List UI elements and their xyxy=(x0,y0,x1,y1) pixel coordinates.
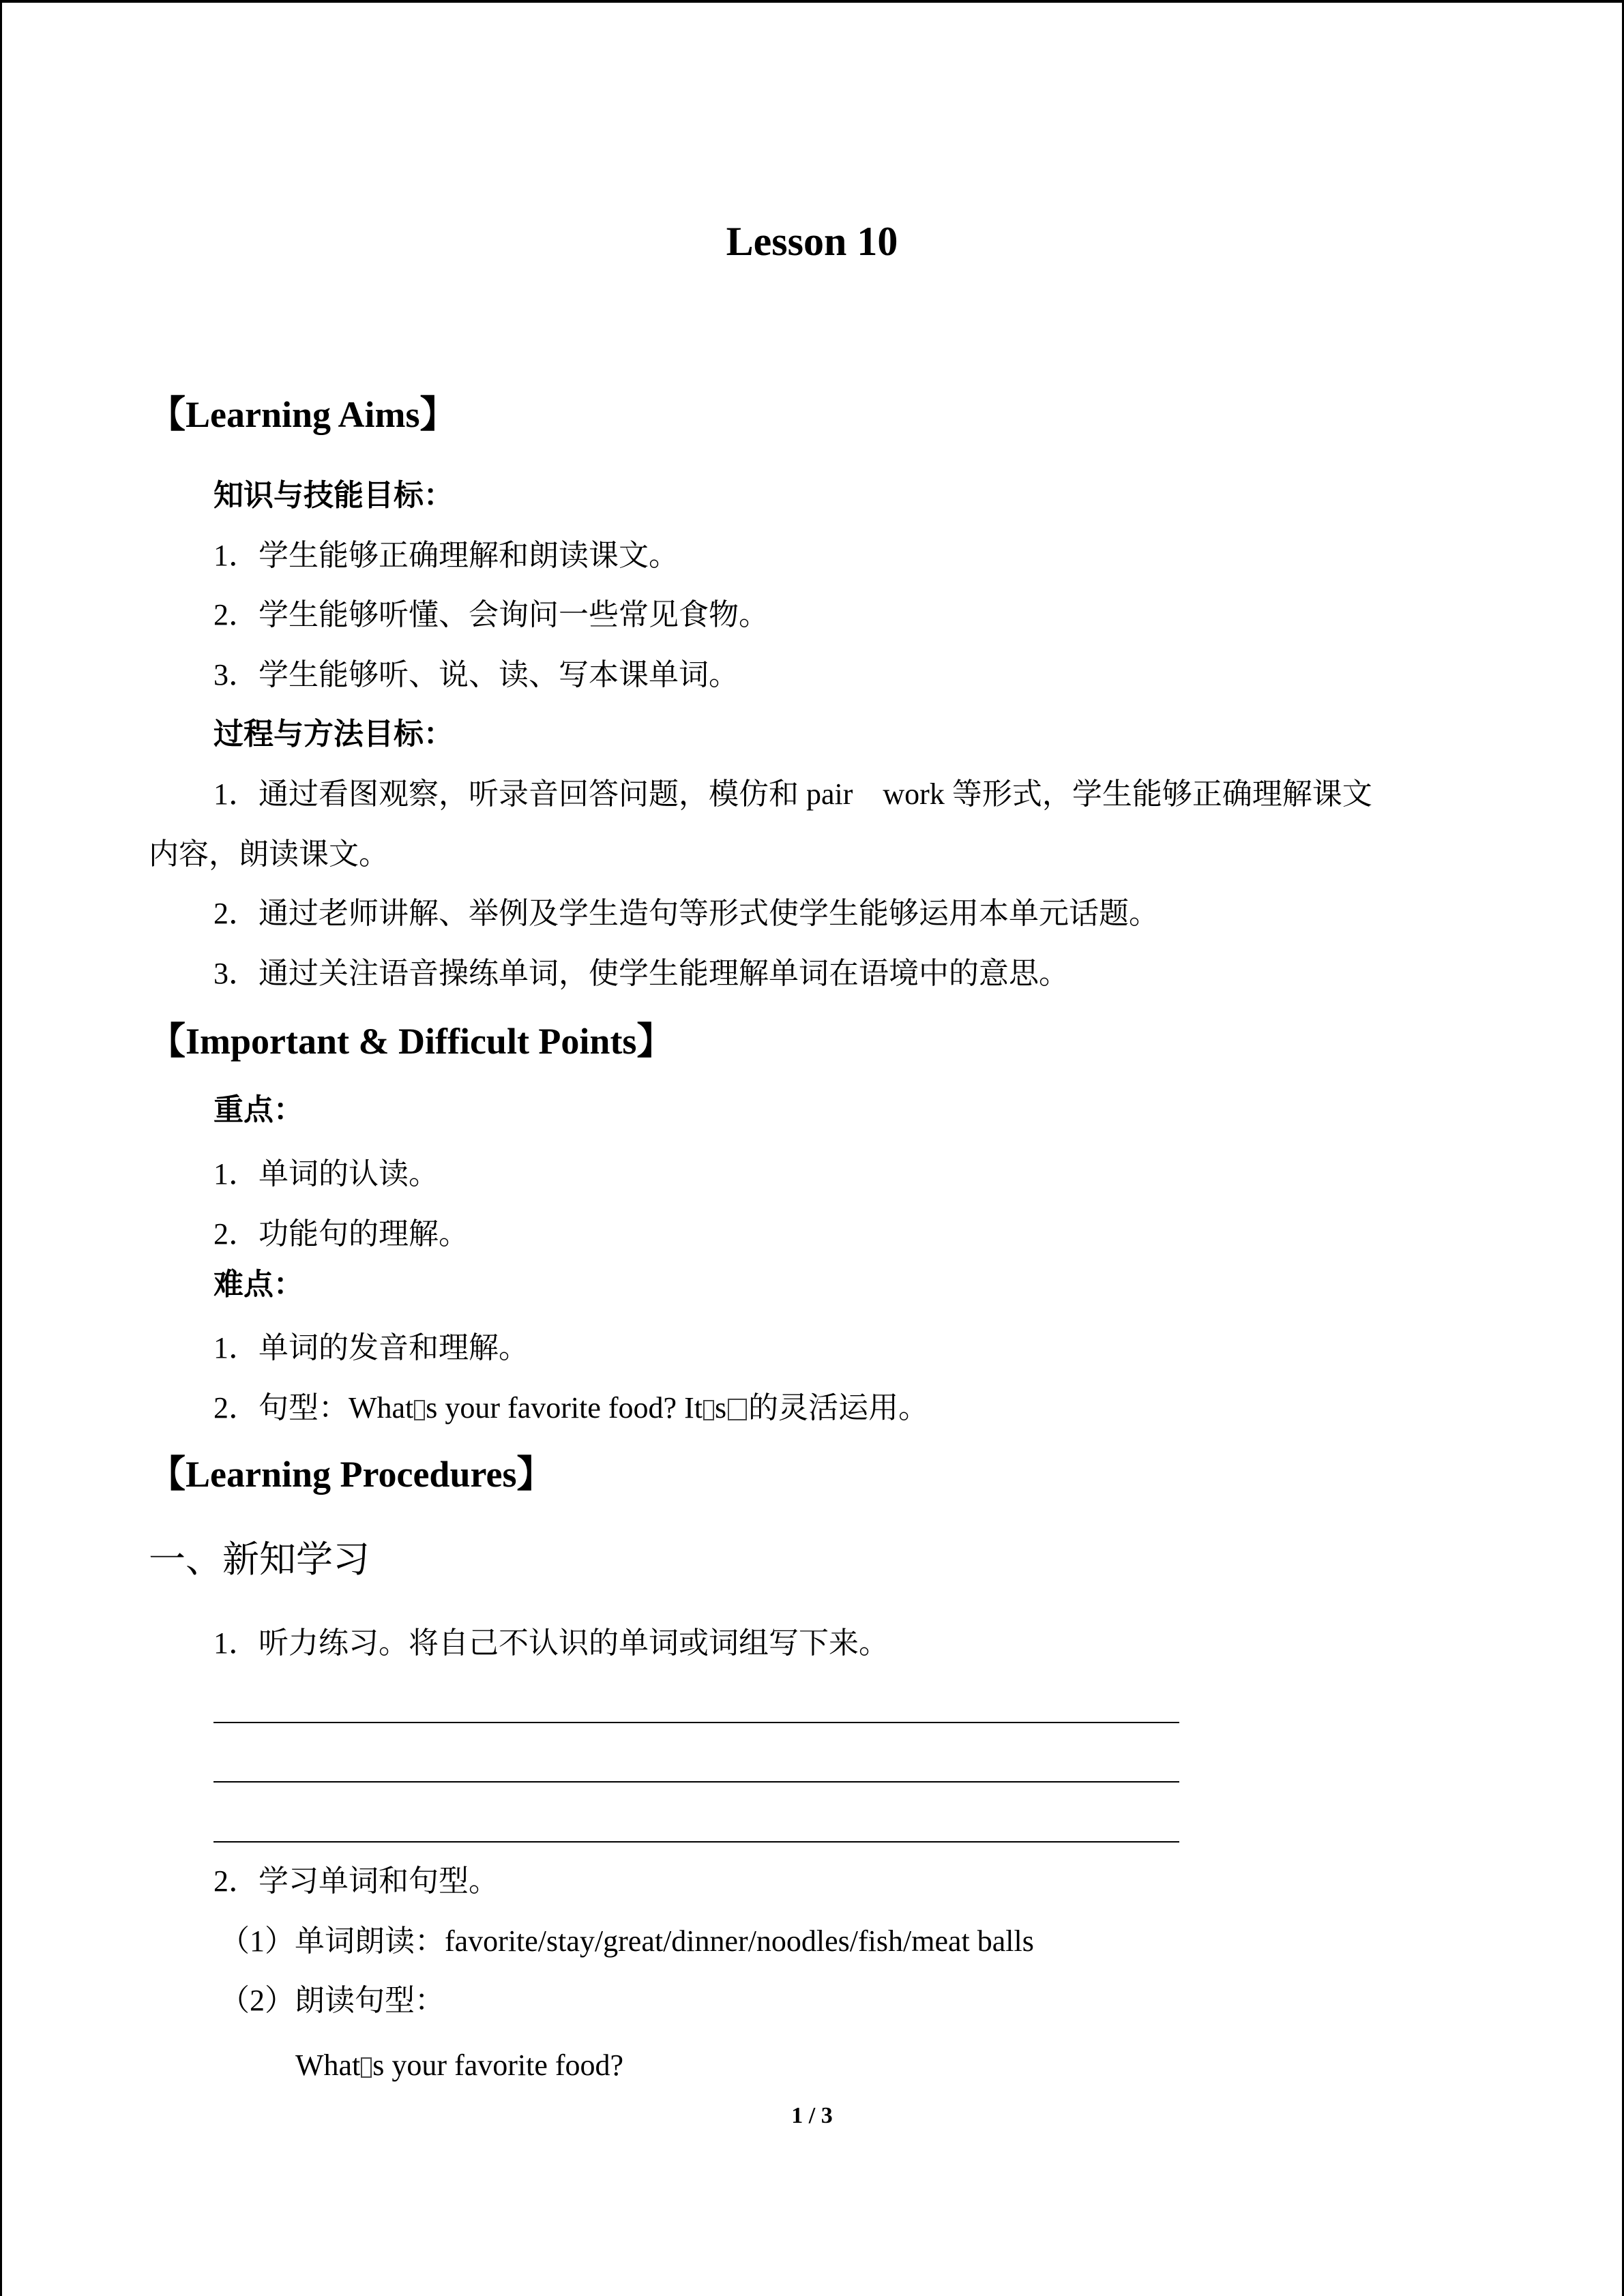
process-item: 2．通过老师讲解、举例及学生造句等形式使学生能够运用本单元话题。 xyxy=(213,897,1159,930)
knowledge-item: 3．学生能够听、说、读、写本课单词。 xyxy=(213,658,739,691)
answer-line[interactable] xyxy=(213,1781,1179,1783)
part-one-heading: 一、新知学习 xyxy=(149,1539,370,1580)
learning-aims-heading: 【Learning Aims】 xyxy=(149,394,457,435)
difficult-item: 1．单词的发音和理解。 xyxy=(213,1331,529,1365)
pattern-part: 2．句型：What xyxy=(213,1391,414,1425)
page-border xyxy=(0,0,1624,3)
missing-glyph-box xyxy=(361,2057,372,2078)
missing-glyph-box xyxy=(414,1400,425,1420)
page-title: Lesson 10 xyxy=(726,219,898,264)
pattern-part: s your favorite food? It xyxy=(426,1391,703,1425)
pattern-part: s xyxy=(714,1391,727,1425)
missing-glyph-box xyxy=(728,1399,747,1420)
difficult-item-pattern xyxy=(213,1393,928,1423)
step-one: 1．听力练习。将自己不认识的单词或词组写下来。 xyxy=(213,1626,889,1660)
missing-glyph-box xyxy=(703,1400,714,1420)
answer-line[interactable] xyxy=(213,1841,1179,1843)
process-item: 1．通过看图观察，听录音回答问题，模仿和 pair work 等形式，学生能够正确理解课文 xyxy=(213,777,1372,811)
key-item: 1．单词的认读。 xyxy=(213,1157,439,1191)
answer-line[interactable] xyxy=(213,1722,1179,1723)
points-heading: 【Important & Difficult Points】 xyxy=(149,1021,674,1062)
pattern-part: 的灵活运用。 xyxy=(748,1391,929,1425)
words-line: （1）单词朗读：favorite/stay/great/dinner/noodles/fish/meat balls xyxy=(220,1924,1034,1958)
page-number: 1 / 3 xyxy=(791,2103,833,2128)
knowledge-label: 知识与技能目标： xyxy=(213,479,454,512)
difficult-label: 难点： xyxy=(213,1268,304,1301)
sentence-part: What xyxy=(295,2048,361,2082)
knowledge-item: 1．学生能够正确理解和朗读课文。 xyxy=(213,539,679,572)
step-two: 2．学习单词和句型。 xyxy=(213,1864,499,1898)
sentence-part: s your favorite food? xyxy=(372,2048,624,2082)
knowledge-item: 2．学生能够听懂、会询问一些常见食物。 xyxy=(213,598,769,631)
sentences-label: （2）朗读句型： xyxy=(220,1984,445,2017)
key-item: 2．功能句的理解。 xyxy=(213,1217,469,1251)
process-label: 过程与方法目标： xyxy=(213,717,454,751)
process-item: 3．通过关注语音操练单词，使学生能理解单词在语境中的意思。 xyxy=(213,957,1069,990)
procedures-heading: 【Learning Procedures】 xyxy=(149,1454,554,1495)
process-item-continuation: 内容，朗读课文。 xyxy=(149,837,389,871)
page-border-left xyxy=(0,0,2,2296)
key-label: 重点： xyxy=(213,1093,304,1127)
sentence-line xyxy=(295,2048,624,2082)
